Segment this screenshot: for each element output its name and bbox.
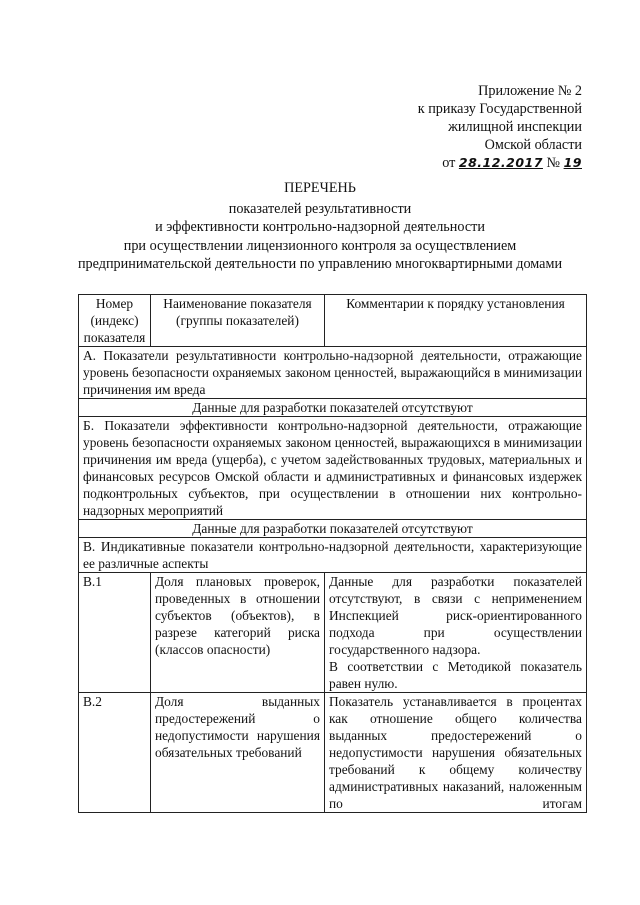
row-name: Доля плановых проверок, проведенных в отношении субъектов (объектов), в разрезе категорий риска (классов опасности) [151, 573, 325, 693]
date-value: 28.12.2017 [458, 155, 543, 170]
annex-line: к приказу Государственной [417, 101, 582, 117]
title-line: и эффективности контрольно-надзорной деятельности [155, 219, 485, 235]
title-line: предпринимательской деятельности по управлению многоквартирными домами [77, 256, 563, 272]
annex-date-line [418, 154, 582, 172]
title-line: показателей результативности [228, 200, 412, 217]
table-row [79, 573, 587, 693]
row-index: В.2 [79, 693, 151, 813]
annex-block [418, 82, 582, 172]
row-comment-part: Показатель устанавливается в процентах как отношение общего количества выданных предостережений о недопустимости нарушения обязательных требований к общему количеству административных наказаний, наложенным по итогам [329, 694, 582, 811]
header-name [151, 295, 325, 347]
header-comment [325, 295, 587, 347]
header-name-line: Наименование показателя [163, 296, 312, 311]
annex-line: Омской области [484, 137, 582, 153]
number-value: 19 [563, 155, 582, 170]
header-index [79, 295, 151, 347]
section-c: В. Индикативные показатели контрольно-надзорной деятельности, характеризующие ее различные аспекты [79, 538, 587, 573]
row-index: В.1 [79, 573, 151, 693]
header-index-line: (индекс) [90, 313, 139, 328]
document-title [0, 179, 640, 274]
row-name: Доля выданных предостережений о недопустимости нарушения обязательных требований [151, 693, 325, 813]
header-index-line: Номер [95, 296, 134, 311]
title-heading: ПЕРЕЧЕНЬ [284, 180, 356, 196]
section-c-row [79, 538, 587, 573]
row-comment [325, 693, 587, 813]
section-b-note: Данные для разработки показателей отсутствуют [79, 520, 587, 538]
section-b: Б. Показатели эффективности контрольно-надзорной деятельности, отражающие уровень безопасности охраняемых законом ценностей, выражающихся в минимизации причинения им вреда (ущерба), с учетом задействованных трудовых, материальных и финансовых ресурсов Омской области и административных и финансовых издержек подконтрольных субъектов, при осуществлении в отношении них контрольно-надзорных мероприятий [79, 417, 587, 520]
section-b-row [79, 417, 587, 520]
table-header-row [79, 295, 587, 347]
table-row [79, 693, 587, 813]
row-comment-part: В соответствии с Методикой показатель равен нулю. [329, 659, 582, 691]
section-a-row [79, 347, 587, 399]
annex-line: Приложение № 2 [478, 83, 582, 99]
header-index-line: показателя [83, 330, 146, 345]
header-comment-line: Комментарии к порядку установления [346, 296, 565, 311]
section-b-note-row [79, 520, 587, 538]
section-a: А. Показатели результативности контрольно-надзорной деятельности, отражающие уровень безопасности охраняемых законом ценностей, выражающийся в минимизации причинения им вреда [79, 347, 587, 399]
indicators-table [78, 294, 587, 813]
date-prefix: от [442, 155, 456, 171]
section-a-note: Данные для разработки показателей отсутствуют [79, 399, 587, 417]
section-a-note-row [79, 399, 587, 417]
annex-line: жилищной инспекции [448, 119, 582, 135]
header-name-line: (группы показателей) [176, 313, 299, 328]
row-comment [325, 573, 587, 693]
number-prefix: № [546, 155, 561, 171]
row-comment-part: Данные для разработки показателей отсутствуют, в связи с неприменением Инспекцией риск-ориентированного подхода при осуществлении государственного надзора. [329, 574, 582, 657]
title-line: при осуществлении лицензионного контроля за осуществлением [123, 237, 517, 254]
